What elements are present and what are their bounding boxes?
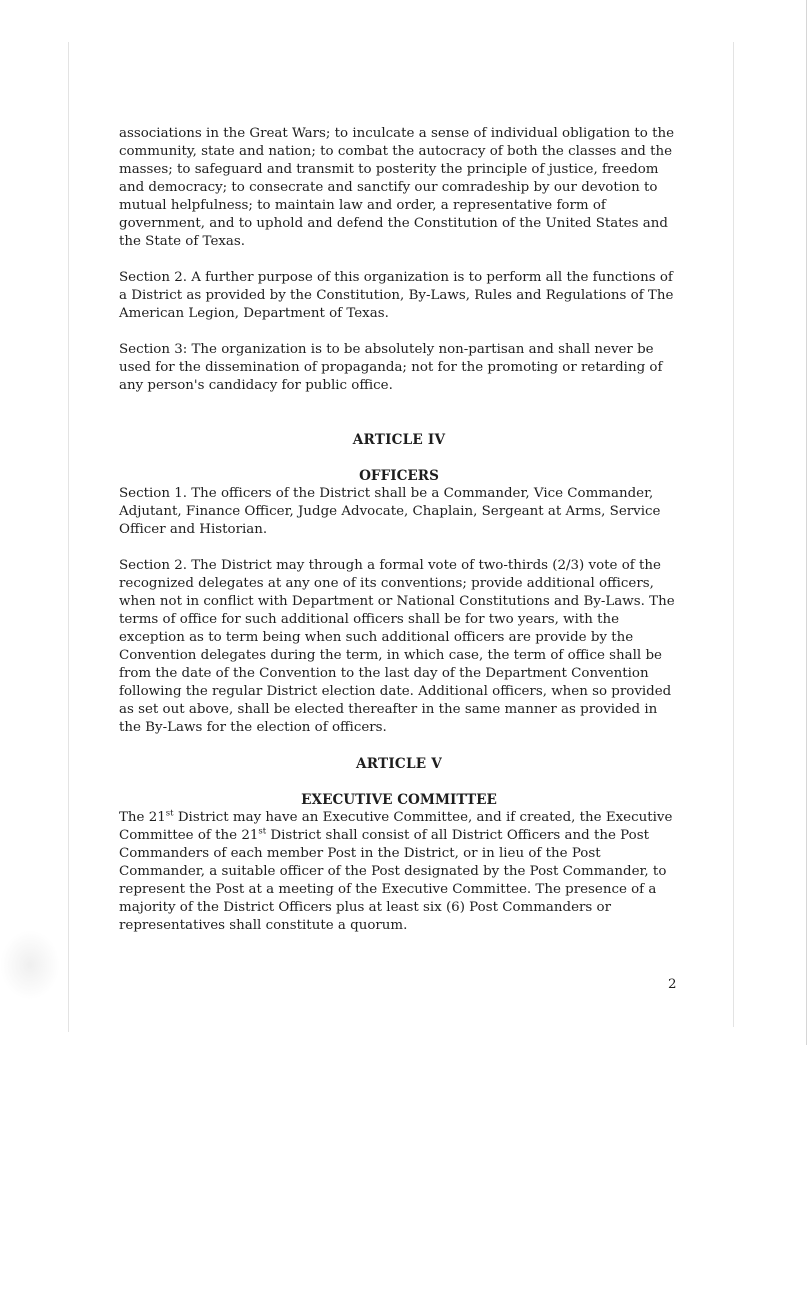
article3-section3: Section 3: The organization is to be absolutely non-partisan and shall never be used for the dissemination of propaganda; not for the promoting or retarding of any person's candidacy for public office. [119, 342, 663, 393]
article5-heading: ARTICLE V [356, 756, 442, 772]
scan-edge-far-right [806, 0, 807, 1045]
article5-text [119, 809, 679, 935]
document-body [119, 125, 679, 935]
scan-smudge [0, 930, 60, 1000]
article5-text-part2: District may have an Executive Committee, and if created, the Executive Committee of the 21 [119, 810, 673, 843]
intro-paragraph: associations in the Great Wars; to inculcate a sense of individual obligation to the community, state and nation; to combat the autocracy of both the classes and the masses; to safeguard and transmit to posterity the principle of justice, freedom and democracy; to consecrate and sanctify our comradeship by our devotion to mutual helpfulness; to maintain law and order, a representative form of government, and to uphold and defend the Constitution of the United States and the State of Texas. [119, 126, 675, 249]
scan-edge-right [733, 42, 734, 1027]
scan-edge-left [68, 42, 69, 1032]
article5-ordinal-sup2: st [258, 826, 267, 837]
article5-subheading: EXECUTIVE COMMITTEE [301, 792, 497, 808]
article5-ordinal-sup1: st [165, 808, 174, 819]
article3-section2: Section 2. A further purpose of this organization is to perform all the functions of a District as provided by the Constitution, By-Laws, Rules and Regulations of The American Legion, Department of Texas. [119, 270, 674, 321]
page-number: 2 [668, 977, 677, 992]
article4-section1: Section 1. The officers of the District shall be a Commander, Vice Commander, Adjutant, Finance Officer, Judge Advocate, Chaplain, Sergeant at Arms, Service Officer and Historian. [119, 486, 661, 537]
article4-heading: ARTICLE IV [352, 432, 446, 448]
article4-section2: Section 2. The District may through a formal vote of two-thirds (2/3) vote of the recognized delegates at any one of its conventions; provide additional officers, when not in conflict with Department or National Constitutions and By-Laws. The terms of office for such additional officers shall be for two years, with the exception as to term being when such additional officers are provide by the Convention delegates during the term, in which case, the term of office shall be from the date of the Convention to the last day of the Department Convention following the regular District election date. Additional officers, when so provided as set out above, shall be elected thereafter in the same manner as provided in the By-Laws for the election of officers. [119, 558, 675, 735]
article5-text-part3: District shall consist of all District Officers and the Post Commanders of each member Post in the District, or in lieu of the Post Commander, a suitable officer of the Post designated by the Post Commander, to represent the Post at a meeting of the Executive Committee. The presence of a majority of the District Officers plus at least six (6) Post Commanders or representatives shall constitute a quorum. [119, 828, 667, 933]
article5-text-part1: The 21 [119, 810, 166, 825]
article4-subheading: OFFICERS [359, 468, 439, 484]
